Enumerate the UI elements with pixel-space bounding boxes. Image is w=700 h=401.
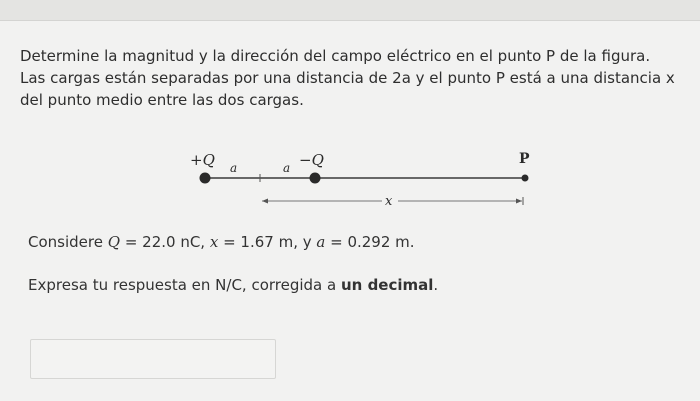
q-value: = 22.0 nC, [120,233,210,251]
problem-statement [20,45,685,111]
question-card [0,20,700,401]
problem-line-3: del punto medio entre las dos cargas. [20,91,304,109]
answer-instruction [28,276,438,294]
a-label-left: a [230,161,238,175]
problem-line-1: Determine la magnitud y la dirección del campo eléctrico en el punto P de la figura. [20,47,651,65]
negative-charge [310,173,321,184]
conditions-prefix: Considere [28,233,108,251]
point-p-label: P [519,151,530,167]
x-symbol: x [209,233,219,251]
q-symbol: Q [107,233,121,251]
instruction-suffix: . [433,276,439,294]
x-arrow-left [262,199,268,204]
a-label-right: a [283,161,291,175]
positive-charge [200,173,211,184]
charge-figure [180,141,550,231]
positive-charge-label: +Q [190,151,215,169]
x-label: x [385,194,393,209]
x-arrow-right [516,199,522,204]
problem-line-2: Las cargas están separadas por una distancia de 2a y el punto P está a una distancia x [20,69,675,87]
instruction-emphasis: un decimal [340,276,434,294]
a-value: = 0.292 m. [325,233,415,251]
a-symbol: a [316,233,326,251]
point-p [522,175,529,182]
x-value: = 1.67 m, y [218,233,317,251]
answer-input[interactable] [30,339,276,379]
instruction-prefix: Expresa tu respuesta en N/C, corregida a [28,276,341,294]
negative-charge-label: −Q [299,151,324,169]
given-values [28,233,415,251]
